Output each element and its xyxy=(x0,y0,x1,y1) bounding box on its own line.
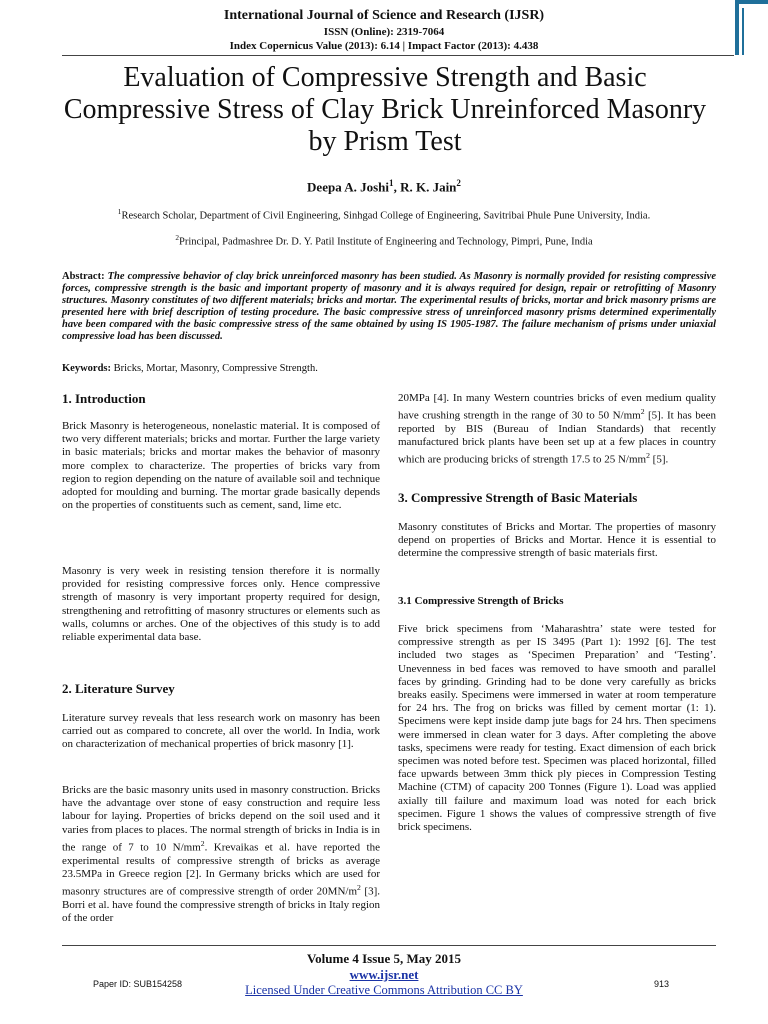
issn: ISSN (Online): 2319-7064 xyxy=(323,26,445,38)
heading-bricks: 3.1 Compressive Strength of Bricks xyxy=(398,595,564,607)
keywords xyxy=(62,363,716,374)
lit-paragraph-1: Literature survey reveals that less research work on masonry has been carried out as compared to concrete, all over the world. In India, work on characterization of mechanical properties of brick masonry [1]. xyxy=(62,712,380,751)
affiliation-2 xyxy=(0,233,768,248)
intro-paragraph-2: Masonry is very week in resisting tension therefore it is normally provided for resisting compressive forces only. Hence compressive strength of masonry is very important property required for design, strengthening and retrofitting of masonry structures or elements such as walls, columns or arches. One of the objectives of this study is to add reliable experimental data base. xyxy=(62,565,380,644)
header-divider xyxy=(62,55,734,56)
paper-id: Paper ID: SUB154258 xyxy=(93,979,183,989)
author-1: Deepa A. Joshi xyxy=(307,179,390,195)
intro-paragraph-1: Brick Masonry is heterogeneous, nonelastic material. It is composed of two very different materials; bricks and mortar. Further the large variety in basic materials; bricks and mortar makes the behavior of masonry more complex to characterize. The properties of bricks vary from region to region depending on the nature of available soil and technique adopted for moulding and burning. The mortar grade basically depends on the properties of constituents such as cement, sand, lime etc. xyxy=(62,420,380,512)
right-p1-sup-1: 2 xyxy=(640,407,645,417)
affiliation-2-sup: 2 xyxy=(175,233,179,242)
author-separator: , xyxy=(393,179,401,195)
lit-p2-part-a: Bricks are the basic masonry units used in masonry construction. Bricks have the advantage over stone of easy construction and require less labour for laying. Properties of bricks depend on the soil used and it varies from places to places. The normal strength of bricks in India is in the range of 7 to 10 N/mm xyxy=(62,784,380,854)
authors xyxy=(0,178,768,195)
lit-p2-sup-1: 2 xyxy=(200,838,205,848)
cs-paragraph-1: Masonry constitutes of Bricks and Mortar. The properties of masonry depend on properties of Bricks and Mortar. Hence it is essential to determine the compressive strength of basic materials first. xyxy=(398,521,716,560)
keywords-text: Bricks, Mortar, Masonry, Compressive Strength. xyxy=(113,363,318,374)
affiliation-1-sup: 1 xyxy=(117,207,122,216)
license-link[interactable]: Licensed Under Creative Commons Attribution CC BY xyxy=(245,983,523,997)
journal-name: International Journal of Science and Research (IJSR) xyxy=(223,8,545,23)
volume-info: Volume 4 Issue 5, May 2015 xyxy=(306,951,462,966)
author-1-sup: 1 xyxy=(389,178,394,188)
index-value: Index Copernicus Value (2013): 6.14 | Impact Factor (2013): 4.438 xyxy=(229,40,539,52)
corner-border-top xyxy=(735,0,768,4)
abstract-text: The compressive behavior of clay brick unreinforced masonry has been studied. As Masonry is normally provided for resisting compressive forces, compressive strength is the basic and important property of masonry and it is always required for design, repair or retrofitting of Masonry structures. Masonry constitutes of two different materials; bricks and mortar. The experimental results of bricks, mortar and brick masonry prisms are presented here with brief description of testing procedure. The basic compressive stress of unreinforced masonry prisms determined experimentally have been compared with the basic compressive stress of the same obtained by using IS 1905-1987. The failure mechanism of prisms under uniaxial compressive load has been discussed. xyxy=(62,271,716,342)
abstract-label: Abstract: xyxy=(62,271,105,282)
bricks-paragraph-1: Five brick specimens from ‘Maharashtra’ state were tested for compressive strength as per IS 3495 (Part 1): 1992 [6]. The test included two stages as ‘Specimen Preparation’ and ‘Testing’. Unevenness in bed faces was removed to have smooth and parallel faces by grinding. Grinding had to be done very carefully as bricks breaks easily. Specimens were immersed in water at room temperature for 24 hrs. The frog on bricks was filled by cement mortar (1: 1). Specimens were kept inside damp jute bags for 24 hrs. Then specimens were immersed in clean water for 3 days. After completing the above tasks, specimens were ready for testing. Exact dimension of each brick specimen was noted before test. Specimen was placed horizontal, filled face upwards between 3mm thick ply pieces in Compression Testing Machine (CTM) of capacity 200 Tonnes (Figure 1). Load was applied axially till failure and maximum load was noted for each brick specimen. Figure 1 shows the values of compressive strength of five brick specimens. xyxy=(398,623,716,834)
affiliation-1-text: Research Scholar, Department of Civil Engineering, Sinhgad College of Engineering, Savitribai Phule Pune University, India. xyxy=(121,210,651,222)
paper-title: Evaluation of Compressive Strength and Basic Compressive Stress of Clay Brick Unreinforced Masonry by Prism Test xyxy=(63,62,707,157)
journal-website-link[interactable]: www.ijsr.net xyxy=(349,967,419,982)
author-2-sup: 2 xyxy=(456,178,461,188)
heading-compressive-strength: 3. Compressive Strength of Basic Materials xyxy=(398,490,638,505)
abstract xyxy=(62,271,716,343)
affiliation-1 xyxy=(0,207,768,222)
heading-introduction: 1. Introduction xyxy=(62,391,146,406)
right-p1-part-c: [5]. xyxy=(649,454,669,467)
heading-literature-survey: 2. Literature Survey xyxy=(62,681,175,696)
keywords-label: Keywords: xyxy=(62,363,111,374)
lit-p2-part-c: [3]. Borri et al. have found the compressive strength of bricks in Italy region of the order xyxy=(62,885,380,925)
right-p1-sup-2: 2 xyxy=(646,451,650,461)
right-p1-part-b: [5]. It has been reported by BIS (Bureau of Indian Standards) that recently manufactured brick plants have been set up at a few places in country which are producing bricks of strength 17.5 to 25 N/mm xyxy=(398,409,716,467)
author-2: R. K. Jain xyxy=(400,179,457,195)
lit-p2-sup-2: 2 xyxy=(357,883,361,893)
affiliation-2-text: Principal, Padmashree Dr. D. Y. Patil Institute of Engineering and Technology, Pimpri, Pune, India xyxy=(179,236,593,248)
footer-divider xyxy=(62,945,716,946)
page-number: 913 xyxy=(654,979,670,989)
right-paragraph-1 xyxy=(398,392,716,467)
right-p1-part-a: 20MPa [4]. In many Western countries bricks of even medium quality have crushing strength in the range of 30 to 50 N/mm xyxy=(398,392,716,422)
lit-paragraph-2 xyxy=(62,784,380,925)
lit-p2-part-b: . Krevaikas et al. have reported the experimental results of compressive strength of bricks as average 23.5MPa in Greece region [2]. In Germany bricks which are used for masonry structures are of compressive strength of order 20MN/m xyxy=(62,841,380,898)
